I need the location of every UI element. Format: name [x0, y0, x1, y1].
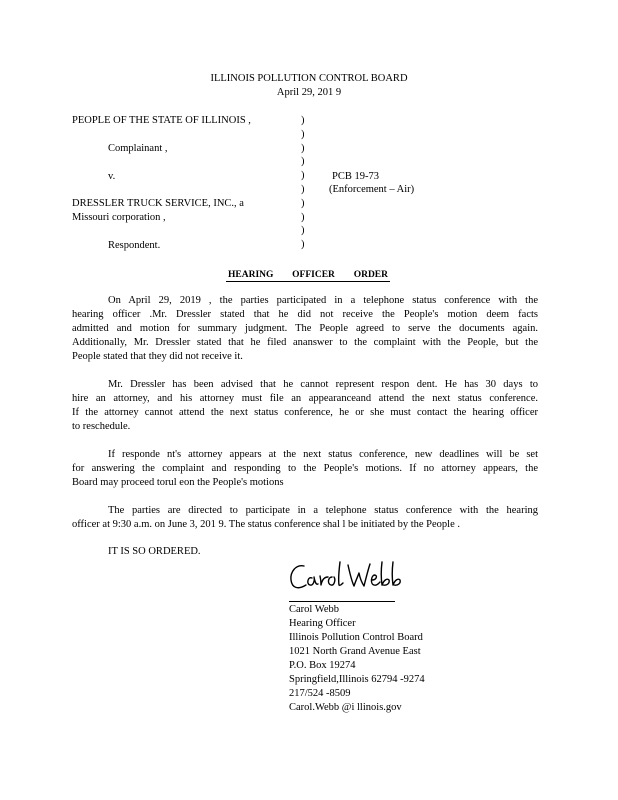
- defendant-name-line1: DRESSLER TRUCK SERVICE, INC., a: [72, 198, 244, 209]
- text-line: Mr. Dressler has been advised that he cannot represent respon dent. He has 30 days to: [108, 379, 538, 390]
- text-line: officer at 9:30 a.m. on June 3, 201 9. The status conference shal l be initiated by the People .: [72, 519, 461, 530]
- paragraph-conference-summary: [72, 294, 538, 364]
- order-heading-word: ORDER: [353, 270, 388, 280]
- versus-label: v.: [108, 171, 116, 182]
- bracket-mark: ): [301, 170, 305, 182]
- text-line: for answering the complaint and responding to the People's motions. If no attorney appears, the: [72, 463, 538, 474]
- address-city: Springfield,Illinois 62794 -9274: [289, 674, 425, 685]
- text-line: hearing officer .Mr. Dressler stated that he did not receive the People's motion deem facts: [72, 309, 538, 320]
- phone-number: 217/524 -8509: [289, 688, 351, 699]
- text-line: admitted and motion for summary judgment. The People agreed to serve the documents again.: [72, 323, 538, 334]
- closing-statement: IT IS SO ORDERED.: [108, 546, 201, 557]
- paragraph-next-conference: [72, 504, 538, 532]
- bracket-mark: ): [301, 239, 305, 251]
- respondent-label: Respondent.: [108, 240, 161, 251]
- bracket-mark: ): [301, 197, 305, 209]
- caption-bracket: [301, 114, 305, 252]
- text-line: If responde nt's attorney appears at the next status conference, new deadlines will be set: [108, 449, 538, 460]
- bracket-mark: ): [301, 142, 305, 154]
- bracket-mark: ): [301, 115, 305, 126]
- text-line: to reschedule.: [72, 421, 131, 432]
- board-name: ILLINOIS POLLUTION CONTROL BOARD: [210, 73, 408, 84]
- order-heading: [226, 270, 390, 282]
- text-line: Board may proceed torul eon the People's motions: [72, 477, 284, 488]
- text-line: hire an attorney, and his attorney must file an appearanceand attend the next status conference.: [72, 393, 538, 404]
- paragraph-deadlines: [72, 448, 538, 490]
- signer-organization: Illinois Pollution Control Board: [289, 632, 423, 643]
- case-type: (Enforcement – Air): [329, 184, 415, 195]
- order-date: April 29, 201 9: [276, 87, 342, 98]
- address-street: 1021 North Grand Avenue East: [289, 646, 421, 657]
- email-address: Carol.Webb @i llinois.gov: [289, 702, 402, 713]
- order-heading-word: OFFICER: [292, 270, 335, 280]
- handwritten-signature: [286, 556, 416, 600]
- address-po-box: P.O. Box 19274: [289, 660, 356, 671]
- signer-name: Carol Webb: [289, 604, 339, 615]
- text-line: People stated that they did not receive it.: [72, 351, 243, 362]
- signer-title: Hearing Officer: [289, 618, 356, 629]
- bracket-mark: ): [301, 225, 305, 237]
- bracket-mark: ): [301, 156, 305, 168]
- signature-block: [289, 603, 425, 715]
- text-line: The parties are directed to participate in a telephone status conference with the hearing: [108, 505, 538, 516]
- bracket-mark: ): [301, 183, 305, 195]
- bracket-mark: ): [301, 128, 305, 140]
- text-line: If the attorney cannot attend the next status conference, he or she must contact the hearing officer: [72, 407, 538, 418]
- order-heading-word: HEARING: [228, 270, 274, 280]
- plaintiff-name: PEOPLE OF THE STATE OF ILLINOIS ,: [72, 115, 251, 126]
- text-line: Additionally, Mr. Dressler stated that he filed ananswer to the complaint with the People, but the: [72, 337, 538, 348]
- paragraph-attorney-requirement: [72, 378, 538, 434]
- case-number: PCB 19-73: [332, 171, 379, 182]
- complainant-label: Complainant ,: [108, 143, 168, 154]
- text-line: On April 29, 2019 , the parties participated in a telephone status conference with the: [108, 295, 538, 306]
- defendant-name-line2: Missouri corporation ,: [72, 212, 166, 223]
- signature-line: [289, 601, 395, 602]
- bracket-mark: ): [301, 211, 305, 223]
